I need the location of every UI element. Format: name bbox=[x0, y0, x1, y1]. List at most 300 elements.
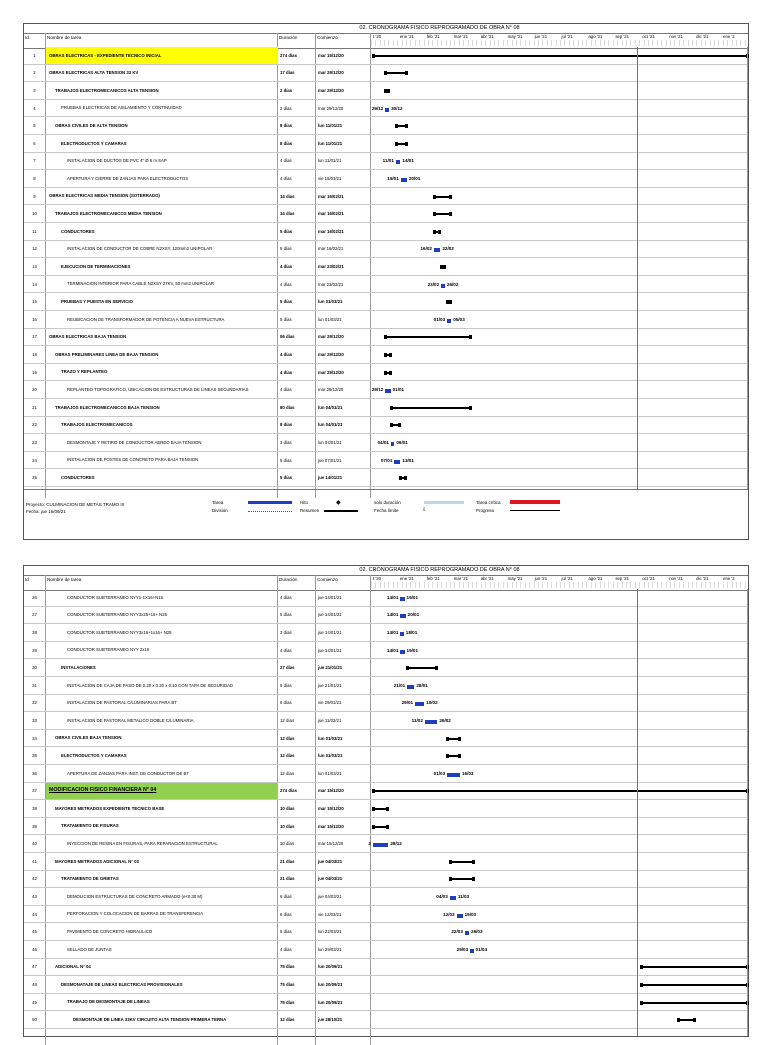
timeline-month-label: feb '21 bbox=[426, 34, 440, 39]
summary-bar[interactable] bbox=[396, 143, 407, 145]
task-start: lun 01/03/21 bbox=[318, 316, 342, 322]
end-date-label: 14/01 bbox=[402, 158, 414, 164]
start-date-label: 16/02 bbox=[420, 246, 432, 252]
table-row[interactable] bbox=[24, 65, 748, 83]
timeline-month-label: jul '21 bbox=[561, 34, 573, 39]
task-bar[interactable] bbox=[400, 650, 404, 654]
task-bar[interactable] bbox=[447, 319, 451, 323]
legend-progreso-label: Progreso bbox=[476, 508, 495, 513]
task-start: lun 20/09/21 bbox=[318, 981, 343, 987]
table-row[interactable] bbox=[24, 959, 748, 977]
task-duration: 6 días bbox=[280, 893, 292, 899]
table-row[interactable] bbox=[24, 941, 748, 959]
timeline-month-label: sep '21 bbox=[615, 34, 630, 39]
table-row[interactable] bbox=[24, 47, 748, 65]
task-bar[interactable] bbox=[401, 178, 407, 182]
table-row[interactable] bbox=[24, 205, 748, 223]
end-date-label: 18/01 bbox=[405, 629, 418, 635]
summary-bar[interactable] bbox=[385, 354, 390, 356]
table-row[interactable] bbox=[24, 906, 748, 924]
legend-resumen-swatch bbox=[324, 510, 358, 512]
task-name[interactable]: TRATAMIENTO DE FISURAS bbox=[61, 823, 119, 829]
start-date-label: 15/01 bbox=[387, 175, 399, 181]
table-row[interactable] bbox=[24, 677, 748, 695]
legend-fecha-limite-label: Fecha límite bbox=[374, 508, 399, 513]
task-bar[interactable] bbox=[457, 914, 463, 918]
task-id: 4 bbox=[33, 105, 36, 111]
task-name[interactable]: REPLANTEO TOPOGRAFICO, UBICACION DE ESTRUCTURAS DE LINEAS SECUNDARIAS bbox=[67, 386, 249, 392]
task-id: 43 bbox=[32, 893, 37, 899]
legend-progreso-swatch bbox=[510, 510, 560, 511]
task-name[interactable]: TRATAMIENTO DE GRIETAS bbox=[61, 876, 119, 882]
task-start: jue 04/03/21 bbox=[318, 893, 342, 899]
task-bar[interactable] bbox=[434, 248, 440, 252]
start-date-label: 01/03 bbox=[433, 770, 446, 776]
start-date-label: 04/03 bbox=[436, 893, 448, 899]
table-row[interactable] bbox=[24, 589, 748, 607]
task-id: 49 bbox=[32, 999, 37, 1005]
task-bar[interactable] bbox=[400, 614, 405, 618]
table-row[interactable] bbox=[24, 100, 748, 118]
task-name[interactable]: DESMONATAJE DE LINEAS ELECTRICAS PROVISIONALES bbox=[61, 981, 183, 987]
table-row[interactable] bbox=[24, 434, 748, 452]
task-name[interactable]: OBRAS ELECTRICAS BAJA TENSION bbox=[49, 334, 127, 340]
summary-bar[interactable] bbox=[441, 266, 445, 268]
task-start: vie 29/01/21 bbox=[318, 700, 342, 706]
task-start: mar 23/02/21 bbox=[318, 281, 344, 287]
task-start: mar 16/02/21 bbox=[318, 228, 344, 234]
task-id: 41 bbox=[32, 858, 37, 864]
task-bar[interactable] bbox=[407, 685, 414, 689]
task-id: 2 bbox=[33, 70, 36, 76]
legend-footer bbox=[24, 489, 748, 540]
table-row[interactable] bbox=[24, 835, 748, 853]
task-name[interactable]: OBRAS CIVILES DE ALTA TENSION bbox=[55, 122, 128, 128]
task-start: mar 29/12/20 bbox=[318, 87, 344, 93]
task-start: jue 04/03/21 bbox=[318, 876, 343, 882]
task-id: 22 bbox=[32, 422, 37, 428]
task-name[interactable]: TRABAJOS ELECTROMECANICOS bbox=[61, 422, 133, 428]
task-name[interactable]: INSTALACION DE POSTES DE CONCRETO PARA BAJA TENSION bbox=[67, 457, 199, 463]
task-bar[interactable] bbox=[415, 702, 424, 706]
task-id: 30 bbox=[32, 665, 37, 671]
task-id: 27 bbox=[32, 612, 37, 618]
timeline-month-label: t '20 bbox=[373, 576, 381, 581]
task-duration: 274 días bbox=[280, 788, 297, 794]
table-row[interactable] bbox=[24, 82, 748, 100]
task-name[interactable]: CONDUCTOR SUBTERRANEO NYY3x25+16+ N25 bbox=[67, 612, 167, 618]
task-start: lun 01/03/21 bbox=[318, 735, 343, 741]
task-name[interactable]: ELECTRODUCTOS Y CAMARAS bbox=[61, 752, 127, 758]
summary-bar[interactable] bbox=[407, 667, 437, 669]
table-row[interactable] bbox=[24, 783, 748, 801]
task-name[interactable]: PAVIMENTO DE CONCRETO HIDRAULICO bbox=[67, 928, 153, 934]
task-duration: 4 días bbox=[280, 647, 292, 653]
table-row[interactable] bbox=[24, 730, 748, 748]
table-row[interactable] bbox=[24, 258, 748, 276]
task-start: jue 14/01/21 bbox=[318, 629, 342, 635]
task-name[interactable]: CONDUCTOR SUBTERRANEO NYY3x16+1x16+ N25 bbox=[67, 629, 172, 635]
end-date-label: 20/01 bbox=[407, 612, 420, 618]
table-row[interactable] bbox=[24, 329, 748, 347]
task-duration: 6 días bbox=[280, 911, 292, 917]
start-date-label: 29/12 bbox=[371, 105, 384, 111]
task-name[interactable]: OBRAS ELECTRICAS - EXPEDIENTE TECNICO INICIAL bbox=[46, 47, 278, 64]
task-name[interactable]: INSTALACION DE DUCTOS DE PVC 4" Ø 6 m SAP bbox=[67, 158, 167, 164]
task-start: mar 23/02/21 bbox=[318, 263, 344, 269]
table-row[interactable] bbox=[24, 399, 748, 417]
summary-bar[interactable] bbox=[385, 72, 406, 74]
summary-bar[interactable] bbox=[385, 336, 471, 338]
end-date-label: 28/01 bbox=[416, 682, 428, 688]
end-date-label: 20/01 bbox=[408, 175, 421, 181]
task-start: lun 29/03/21 bbox=[318, 946, 342, 952]
task-name[interactable]: TERMINACION INTERIOR PARA CABLE N2XSY 27KV, 50 mm2 UNIPOLAR bbox=[67, 281, 215, 287]
summary-bar[interactable] bbox=[678, 1019, 695, 1021]
task-duration: 12 días bbox=[280, 1017, 295, 1023]
task-bar[interactable] bbox=[441, 284, 445, 288]
table-row[interactable] bbox=[24, 311, 748, 329]
start-date-label: 23/02 bbox=[427, 281, 440, 287]
task-id: 20 bbox=[32, 387, 37, 393]
end-date-label: 28/12 bbox=[390, 841, 402, 847]
start-date-label: 07/01 bbox=[380, 457, 393, 463]
task-id: 15 bbox=[32, 299, 37, 305]
table-row[interactable] bbox=[24, 364, 748, 382]
task-name[interactable]: PERFORACION Y COLOCACION DE BARRAS DE TRANSFERENCIA bbox=[67, 911, 204, 917]
task-id: 37 bbox=[32, 788, 37, 794]
table-row[interactable] bbox=[24, 624, 748, 642]
summary-bar[interactable] bbox=[391, 407, 471, 409]
timeline-month-label: ene '21 bbox=[399, 576, 414, 581]
col-id-header: Id bbox=[25, 35, 29, 40]
timeline-scale bbox=[371, 575, 748, 589]
task-duration: 5 días bbox=[280, 929, 292, 935]
summary-bar[interactable] bbox=[434, 196, 451, 198]
task-id: 1 bbox=[33, 52, 36, 58]
col-duration-header: Duración bbox=[279, 577, 298, 582]
task-duration: 4 días bbox=[280, 158, 292, 164]
timeline-month-label: abr '21 bbox=[480, 576, 494, 581]
task-id: 3 bbox=[33, 87, 36, 93]
task-duration: 9 días bbox=[280, 700, 292, 706]
task-bar[interactable] bbox=[385, 108, 389, 112]
task-start: jue 21/01/21 bbox=[318, 665, 343, 671]
task-name[interactable]: ELECTRODUCTOS Y CAMARAS bbox=[61, 140, 127, 146]
table-row[interactable] bbox=[24, 765, 748, 783]
task-bar[interactable] bbox=[400, 597, 404, 601]
end-date-label: 26/02 bbox=[439, 717, 451, 723]
task-start: lun 01/03/21 bbox=[318, 753, 343, 759]
task-name[interactable]: OBRAS PRELIMINARES LINEA DE BAJA TENSION bbox=[55, 351, 159, 357]
task-bar[interactable] bbox=[470, 949, 473, 953]
task-duration: 12 días bbox=[280, 717, 295, 723]
task-name[interactable]: INYECCION DE RESINA EN FISURAS, PARA REPARACION ESTRUCTURAL bbox=[67, 840, 218, 846]
summary-bar[interactable] bbox=[396, 125, 407, 127]
col-start-header: Comienzo bbox=[317, 577, 338, 582]
table-row[interactable] bbox=[24, 923, 748, 941]
task-name[interactable]: INSTALACION DE PASTORAL C/LUMINARIAS PARA BT bbox=[67, 700, 177, 706]
table-row[interactable] bbox=[24, 223, 748, 241]
task-bar[interactable] bbox=[447, 773, 460, 777]
task-id: 11 bbox=[32, 228, 37, 234]
start-date-label: 11/02 bbox=[411, 717, 423, 723]
table-row[interactable] bbox=[24, 346, 748, 364]
table-row[interactable] bbox=[24, 659, 748, 677]
task-name[interactable]: MAYORES METRADOS EXPEDIENTE TECNICO BASE bbox=[55, 805, 165, 811]
task-start: jue 07/01/21 bbox=[318, 457, 342, 463]
table-row[interactable] bbox=[24, 417, 748, 435]
task-name[interactable]: DESMONTAJE DE LINEA 33KV CIRCUITO ALTA TENSION PRIMERA TERNA bbox=[73, 1016, 227, 1022]
table-row[interactable] bbox=[24, 695, 748, 713]
task-name[interactable]: TRABAJO DE DESMONTAJE DE LINEAS bbox=[67, 999, 150, 1005]
task-name[interactable]: OBRAS ELECTRICAS MEDIA TENSION (SOTERRADO) bbox=[49, 193, 160, 199]
summary-bar[interactable] bbox=[434, 231, 440, 233]
task-name[interactable]: APERTURA DE ZANJAS PARA INST. DE CONDUCTOR DE BT bbox=[67, 770, 190, 776]
task-start: lun 01/03/21 bbox=[318, 770, 342, 776]
start-date-label: 2 bbox=[368, 841, 371, 847]
summary-bar[interactable] bbox=[447, 301, 451, 303]
task-duration: 12 días bbox=[280, 753, 295, 759]
task-name[interactable]: CONDUCTORES bbox=[61, 228, 95, 234]
timeline-month-label: ago '21 bbox=[588, 34, 603, 39]
table-row[interactable] bbox=[24, 994, 748, 1012]
task-bar[interactable] bbox=[373, 843, 388, 847]
task-duration: 4 días bbox=[280, 263, 293, 269]
task-name[interactable]: INSTALACION DE PASTORAL METALICO DOBLE C/LUMINARIA bbox=[67, 717, 194, 723]
task-name[interactable]: TRABAJOS ELECTROMECANICOS MEDIA TENSION bbox=[55, 210, 162, 216]
task-id: 32 bbox=[32, 700, 37, 706]
task-duration: 27 días bbox=[280, 665, 295, 671]
table-row[interactable] bbox=[24, 241, 748, 259]
summary-bar[interactable] bbox=[373, 826, 388, 828]
summary-bar[interactable] bbox=[641, 1002, 748, 1004]
task-start: jue 11/02/21 bbox=[318, 717, 342, 723]
task-name[interactable]: INSTALACION DE CAJA DE PASO DE 0.20 x 0.20 x 0.10 CON TAPA DE SEGURIDAD bbox=[67, 682, 234, 688]
task-id: 23 bbox=[32, 439, 37, 445]
task-start: mar 29/12/20 bbox=[318, 369, 344, 375]
task-bar[interactable] bbox=[450, 896, 456, 900]
task-name[interactable]: MAYORES METRADOS ADICIONAL N° 03 bbox=[55, 858, 139, 864]
summary-bar[interactable] bbox=[447, 755, 460, 757]
task-duration: 8 días bbox=[280, 140, 293, 146]
task-name[interactable]: INSTALACIONES bbox=[61, 664, 96, 670]
end-date-label: 01/04 bbox=[475, 946, 488, 952]
milestone-icon: ◆ bbox=[336, 500, 341, 506]
task-id: 40 bbox=[32, 841, 37, 847]
start-date-label: 21/01 bbox=[393, 682, 406, 688]
task-duration: 75 días bbox=[280, 964, 295, 970]
task-name[interactable]: ADICIONAL N° 04 bbox=[55, 964, 91, 970]
task-bar[interactable] bbox=[391, 442, 394, 446]
gantt-page-1 bbox=[23, 23, 749, 540]
col-id-header: Id bbox=[25, 577, 29, 582]
task-duration: 8 días bbox=[280, 422, 293, 428]
task-name[interactable]: APERTURA Y CIERRE DE ZANJAS PARA ELECTRODUCTOS bbox=[67, 175, 189, 181]
legend-resumen-label: Resumen bbox=[300, 508, 320, 513]
task-start: vie 12/03/21 bbox=[318, 911, 342, 917]
table-row[interactable] bbox=[24, 153, 748, 171]
timeline-month-label: jun '21 bbox=[534, 34, 548, 39]
timeline-month-label: ene '2 bbox=[723, 576, 735, 581]
end-date-label: 19/03 bbox=[464, 911, 477, 917]
project-name: Proyecto: CULMINACION DE METAS TRAMO III bbox=[26, 502, 125, 507]
timeline-month-label: may '21 bbox=[507, 34, 523, 39]
table-row[interactable] bbox=[24, 871, 748, 889]
task-start: mar 15/12/20 bbox=[318, 841, 344, 847]
summary-bar[interactable] bbox=[391, 424, 400, 426]
table-row[interactable] bbox=[24, 188, 748, 206]
table-row[interactable] bbox=[24, 747, 748, 765]
task-id: 28 bbox=[32, 629, 37, 635]
task-name[interactable]: PRUEBAS ELECTRICAS DE AISLAMIENTO Y CONTINUIDAD bbox=[61, 105, 182, 111]
summary-bar[interactable] bbox=[450, 878, 474, 880]
task-name[interactable]: EJECUCION DE TERMINACIONES bbox=[61, 263, 131, 269]
task-name[interactable]: OBRAS ELECTRICAS ALTA TENSION 33 KV bbox=[49, 70, 139, 76]
task-id: 25 bbox=[32, 475, 37, 481]
task-name[interactable]: MODIFICACION FISICO FINANCIERA N° 04 bbox=[46, 783, 278, 800]
end-date-label: 01/01 bbox=[392, 387, 405, 393]
task-bar[interactable] bbox=[385, 389, 390, 393]
task-duration: 75 días bbox=[280, 999, 295, 1005]
task-start: mar 29/12/20 bbox=[318, 334, 344, 340]
task-name[interactable]: TRAZO Y REPLANTEO bbox=[61, 369, 108, 375]
task-duration: 4 días bbox=[280, 281, 292, 287]
task-id: 31 bbox=[32, 682, 37, 688]
task-bar[interactable] bbox=[396, 160, 401, 164]
summary-bar[interactable] bbox=[385, 372, 390, 374]
task-start: jue 14/01/21 bbox=[318, 475, 343, 481]
task-bar[interactable] bbox=[400, 632, 403, 636]
task-id: 44 bbox=[32, 911, 37, 917]
task-start: lun 04/01/21 bbox=[318, 422, 343, 428]
start-date-label: 04/01 bbox=[377, 439, 389, 445]
task-name[interactable]: TRABAJOS ELECTROMECANICOS BAJA TENSION bbox=[55, 404, 160, 410]
summary-bar[interactable] bbox=[400, 477, 406, 479]
end-date-label: 26/02 bbox=[446, 281, 459, 287]
table-row[interactable] bbox=[24, 452, 748, 470]
task-duration: 4 días bbox=[280, 351, 293, 357]
table-row[interactable] bbox=[24, 276, 748, 294]
task-duration: 5 días bbox=[280, 457, 292, 463]
legend-solo-duracion-label: solo duración bbox=[374, 500, 401, 505]
task-id: 48 bbox=[32, 981, 37, 987]
table-row[interactable] bbox=[24, 818, 748, 836]
table-row[interactable] bbox=[24, 607, 748, 625]
summary-bar[interactable] bbox=[373, 55, 748, 57]
task-id: 5 bbox=[33, 123, 36, 129]
task-id: 6 bbox=[33, 140, 36, 146]
table-row[interactable] bbox=[24, 469, 748, 487]
timeline-ticks bbox=[371, 582, 748, 588]
col-name-header: Nombre de tarea bbox=[47, 35, 82, 40]
table-row[interactable] bbox=[24, 853, 748, 871]
task-duration: 17 días bbox=[280, 70, 295, 76]
summary-bar[interactable] bbox=[641, 984, 748, 986]
summary-bar[interactable] bbox=[447, 738, 460, 740]
task-name[interactable]: CONDUCTOR SUBTERRANEO NYY1-1X16+N16 bbox=[67, 594, 164, 600]
table-row[interactable] bbox=[24, 888, 748, 906]
start-date-label: 12/03 bbox=[443, 911, 455, 917]
table-row[interactable] bbox=[24, 800, 748, 818]
summary-bar[interactable] bbox=[450, 861, 474, 863]
task-name[interactable]: REUBICACION DE TRANSFORMADOR DE POTENCIA A NUEVA ESTRUCTURA bbox=[67, 316, 225, 322]
timeline-month-label: ene '2 bbox=[723, 34, 735, 39]
task-id: 38 bbox=[32, 805, 37, 811]
task-start: lun 01/03/21 bbox=[318, 299, 343, 305]
start-date-label: 29/01 bbox=[401, 700, 414, 706]
task-name[interactable]: TRABAJOS ELECTROMECANICOS ALTA TENSION bbox=[55, 87, 159, 93]
summary-bar[interactable] bbox=[385, 90, 389, 92]
task-start: mar 29/12/20 bbox=[318, 70, 344, 76]
start-date-label: 01/03 bbox=[433, 316, 446, 322]
task-name[interactable]: SELLADO DE JUNTAS bbox=[67, 946, 112, 952]
task-id: 10 bbox=[32, 211, 37, 217]
table-row[interactable] bbox=[24, 976, 748, 994]
task-name[interactable]: OBRAS CIVILES BAJA TENSION bbox=[55, 735, 122, 741]
task-duration: 5 días bbox=[280, 246, 292, 252]
task-start: vie 15/01/21 bbox=[318, 175, 342, 181]
table-row[interactable] bbox=[24, 117, 748, 135]
page-title: 02. CRONOGRAMA FISICO REPROGRAMADO DE OBRA N° 08 bbox=[359, 25, 520, 31]
task-duration: 4 días bbox=[280, 175, 292, 181]
task-id: 39 bbox=[32, 823, 37, 829]
legend-hito-label: Hito bbox=[300, 500, 309, 505]
task-bar[interactable] bbox=[394, 460, 400, 464]
timeline-scale bbox=[371, 33, 748, 47]
legend-tarea-swatch bbox=[248, 501, 292, 504]
task-name[interactable]: INSTALACION DE CONDUCTOR DE COBRE N2XSY, 120mm2 UNIPOLAR bbox=[67, 246, 213, 252]
task-name[interactable]: DESMONTAJE Y RETIRO DE CONDUCTOR AEREO BAJA TENSION bbox=[67, 439, 202, 445]
timeline-month-label: ago '21 bbox=[588, 576, 603, 581]
table-row[interactable] bbox=[24, 381, 748, 399]
timeline-month-label: nov '21 bbox=[669, 576, 683, 581]
task-id: 24 bbox=[32, 457, 37, 463]
table-row[interactable] bbox=[24, 135, 748, 153]
task-duration: 2 días bbox=[280, 87, 293, 93]
task-duration: 14 días bbox=[280, 211, 295, 217]
task-bar[interactable] bbox=[425, 720, 437, 724]
task-duration: 10 días bbox=[280, 841, 295, 847]
summary-bar[interactable] bbox=[373, 790, 748, 792]
task-duration: 10 días bbox=[280, 805, 295, 811]
summary-bar[interactable] bbox=[641, 966, 748, 968]
report-date: Fecha: jue 16/09/21 bbox=[26, 509, 66, 514]
summary-bar[interactable] bbox=[373, 808, 388, 810]
task-duration: 80 días bbox=[280, 404, 295, 410]
table-row[interactable] bbox=[24, 1011, 748, 1029]
task-id: 50 bbox=[32, 1017, 37, 1023]
task-name[interactable]: PRUEBAS Y PUESTA EN SERVICIO bbox=[61, 298, 133, 304]
task-start: mar 15/12/20 bbox=[318, 52, 344, 58]
start-date-label: 11/01 bbox=[382, 158, 394, 164]
summary-bar[interactable] bbox=[434, 213, 451, 215]
table-row[interactable] bbox=[24, 293, 748, 311]
task-name[interactable]: CONDUCTOR SUBTERRANEO NYY 2x16 bbox=[67, 647, 150, 653]
table-row[interactable] bbox=[24, 712, 748, 730]
task-start: lun 11/01/21 bbox=[318, 123, 343, 129]
task-name[interactable]: CONDUCTORES bbox=[61, 474, 95, 480]
task-name[interactable]: DEMOLICION ESTRUCTURAS DE CONCRETO ARMADO (e<0.30 M) bbox=[67, 893, 203, 899]
task-id: 29 bbox=[32, 647, 37, 653]
table-row[interactable] bbox=[24, 642, 748, 660]
task-id: 14 bbox=[32, 281, 37, 287]
table-row[interactable] bbox=[24, 170, 748, 188]
end-date-label: 11/03 bbox=[457, 893, 470, 899]
task-bar[interactable] bbox=[465, 931, 469, 935]
start-date-label: 14/01 bbox=[386, 647, 399, 653]
timeline-month-label: mar '21 bbox=[453, 34, 468, 39]
